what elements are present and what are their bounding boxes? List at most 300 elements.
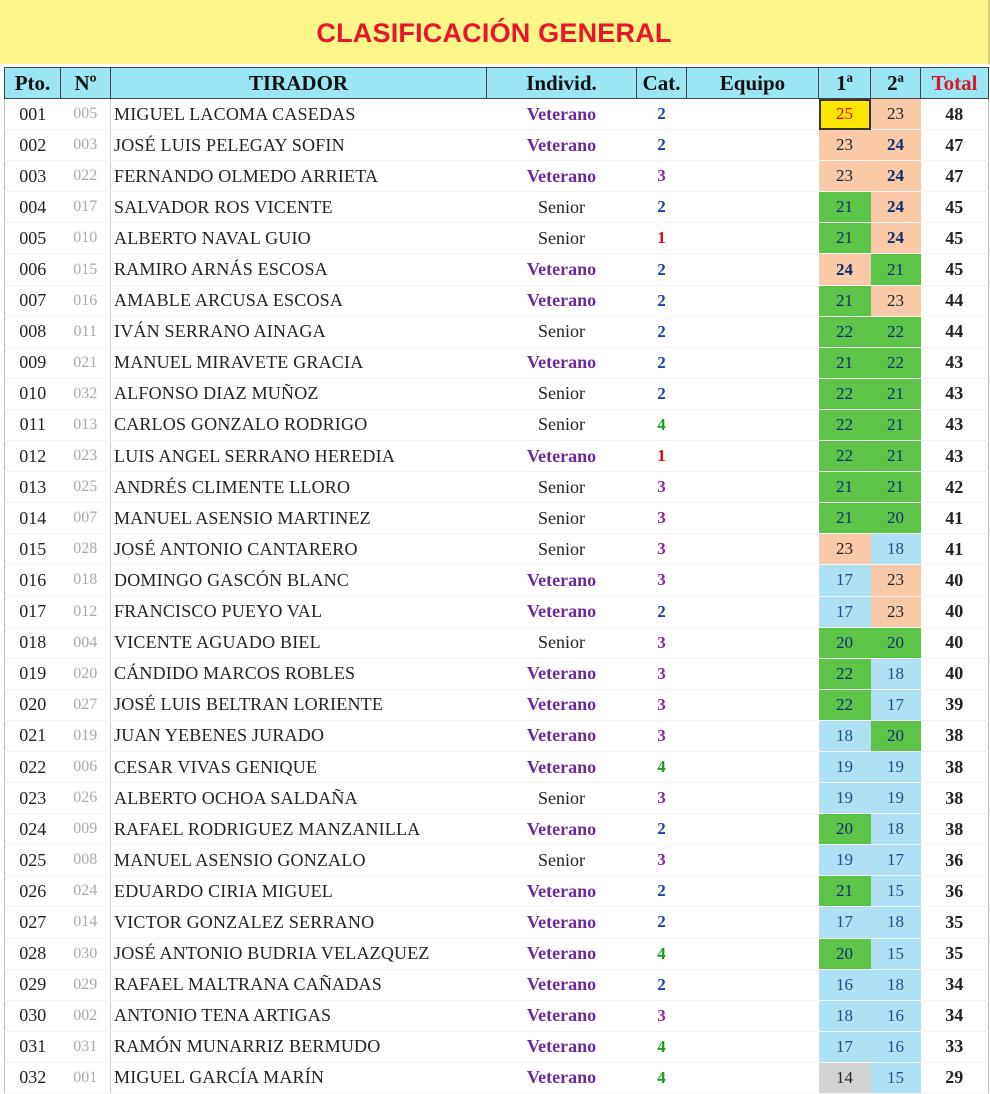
shooter-number-cell: 011 — [61, 316, 111, 347]
category-cell: 2 — [637, 285, 687, 316]
table-row — [5, 534, 989, 565]
second-round-score-cell: 23 — [871, 99, 921, 130]
position-cell: 014 — [5, 503, 61, 534]
category-cell: 4 — [637, 938, 687, 969]
shooter-number-cell: 007 — [61, 503, 111, 534]
second-round-score-cell: 21 — [871, 378, 921, 409]
team-cell — [687, 907, 819, 938]
position-cell: 013 — [5, 472, 61, 503]
shooter-number-cell: 023 — [61, 441, 111, 472]
total-score-cell: 47 — [921, 130, 989, 161]
total-score-cell: 39 — [921, 689, 989, 720]
shooter-name-cell: IVÁN SERRANO AINAGA — [111, 316, 487, 347]
total-score-cell: 43 — [921, 378, 989, 409]
individual-category-cell: Senior — [487, 783, 637, 814]
shooter-name-cell: CARLOS GONZALO RODRIGO — [111, 409, 487, 440]
total-score-cell: 33 — [921, 1031, 989, 1062]
individual-category-cell: Veterano — [487, 1000, 637, 1031]
second-round-score-cell: 23 — [871, 596, 921, 627]
header-tirador: TIRADOR — [111, 68, 487, 99]
table-body — [5, 99, 989, 1094]
shooter-name-cell: JOSÉ ANTONIO BUDRIA VELAZQUEZ — [111, 938, 487, 969]
total-score-cell: 41 — [921, 534, 989, 565]
individual-category-cell: Veterano — [487, 658, 637, 689]
total-score-cell: 38 — [921, 814, 989, 845]
shooter-number-cell: 018 — [61, 565, 111, 596]
individual-category-cell: Veterano — [487, 814, 637, 845]
position-cell: 019 — [5, 658, 61, 689]
first-round-score-cell: 19 — [819, 845, 871, 876]
table-row — [5, 472, 989, 503]
position-cell: 002 — [5, 130, 61, 161]
shooter-name-cell: DOMINGO GASCÓN BLANC — [111, 565, 487, 596]
position-cell: 016 — [5, 565, 61, 596]
shooter-number-cell: 014 — [61, 907, 111, 938]
table-row — [5, 751, 989, 782]
second-round-score-cell: 21 — [871, 254, 921, 285]
second-round-score-cell: 24 — [871, 161, 921, 192]
category-cell: 3 — [637, 1000, 687, 1031]
first-round-score-cell: 18 — [819, 1000, 871, 1031]
second-round-score-cell: 18 — [871, 814, 921, 845]
category-cell: 3 — [637, 783, 687, 814]
shooter-name-cell: RAMIRO ARNÁS ESCOSA — [111, 254, 487, 285]
page-title: CLASIFICACIÓN GENERAL — [316, 18, 672, 48]
header-second-round: 2ª — [871, 68, 921, 99]
first-round-score-cell: 22 — [819, 689, 871, 720]
shooter-name-cell: ANDRÉS CLIMENTE LLORO — [111, 472, 487, 503]
first-round-score-cell: 23 — [819, 130, 871, 161]
table-row — [5, 938, 989, 969]
total-score-cell: 44 — [921, 285, 989, 316]
position-cell: 006 — [5, 254, 61, 285]
category-cell: 2 — [637, 876, 687, 907]
team-cell — [687, 192, 819, 223]
second-round-score-cell: 21 — [871, 472, 921, 503]
individual-category-cell: Veterano — [487, 1031, 637, 1062]
position-cell: 026 — [5, 876, 61, 907]
individual-category-cell: Veterano — [487, 130, 637, 161]
category-cell: 3 — [637, 720, 687, 751]
header-first-round: 1ª — [819, 68, 871, 99]
team-cell — [687, 751, 819, 782]
shooter-number-cell: 013 — [61, 409, 111, 440]
total-score-cell: 34 — [921, 1000, 989, 1031]
category-cell: 3 — [637, 565, 687, 596]
position-cell: 017 — [5, 596, 61, 627]
table-row — [5, 658, 989, 689]
position-cell: 032 — [5, 1062, 61, 1093]
total-score-cell: 45 — [921, 223, 989, 254]
shooter-name-cell: VICTOR GONZALEZ SERRANO — [111, 907, 487, 938]
position-cell: 022 — [5, 751, 61, 782]
shooter-number-cell: 027 — [61, 689, 111, 720]
table-row — [5, 254, 989, 285]
second-round-score-cell: 19 — [871, 751, 921, 782]
category-cell: 4 — [637, 751, 687, 782]
table-row — [5, 627, 989, 658]
position-cell: 005 — [5, 223, 61, 254]
shooter-number-cell: 002 — [61, 1000, 111, 1031]
table-row — [5, 596, 989, 627]
individual-category-cell: Senior — [487, 192, 637, 223]
shooter-name-cell: CESAR VIVAS GENIQUE — [111, 751, 487, 782]
category-cell: 2 — [637, 99, 687, 130]
total-score-cell: 41 — [921, 503, 989, 534]
table-row — [5, 409, 989, 440]
first-round-score-cell: 21 — [819, 285, 871, 316]
first-round-score-cell: 25 — [819, 99, 871, 130]
header-individ: Individ. — [487, 68, 637, 99]
team-cell — [687, 845, 819, 876]
total-score-cell: 29 — [921, 1062, 989, 1093]
table-row — [5, 130, 989, 161]
second-round-score-cell: 16 — [871, 1031, 921, 1062]
team-cell — [687, 347, 819, 378]
position-cell: 021 — [5, 720, 61, 751]
table-row — [5, 99, 989, 130]
category-cell: 4 — [637, 1031, 687, 1062]
shooter-number-cell: 030 — [61, 938, 111, 969]
team-cell — [687, 161, 819, 192]
second-round-score-cell: 23 — [871, 285, 921, 316]
first-round-score-cell: 17 — [819, 565, 871, 596]
category-cell: 2 — [637, 378, 687, 409]
total-score-cell: 47 — [921, 161, 989, 192]
first-round-score-cell: 18 — [819, 720, 871, 751]
table-row — [5, 347, 989, 378]
second-round-score-cell: 17 — [871, 689, 921, 720]
position-cell: 009 — [5, 347, 61, 378]
category-cell: 3 — [637, 845, 687, 876]
team-cell — [687, 254, 819, 285]
individual-category-cell: Senior — [487, 378, 637, 409]
shooter-number-cell: 008 — [61, 845, 111, 876]
second-round-score-cell: 15 — [871, 1062, 921, 1093]
category-cell: 3 — [637, 658, 687, 689]
second-round-score-cell: 15 — [871, 876, 921, 907]
shooter-number-cell: 003 — [61, 130, 111, 161]
header-pto: Pto. — [5, 68, 61, 99]
category-cell: 3 — [637, 503, 687, 534]
first-round-score-cell: 19 — [819, 751, 871, 782]
second-round-score-cell: 22 — [871, 347, 921, 378]
table-row — [5, 441, 989, 472]
individual-category-cell: Senior — [487, 503, 637, 534]
shooter-number-cell: 020 — [61, 658, 111, 689]
shooter-number-cell: 025 — [61, 472, 111, 503]
position-cell: 028 — [5, 938, 61, 969]
shooter-number-cell: 026 — [61, 783, 111, 814]
first-round-score-cell: 23 — [819, 534, 871, 565]
individual-category-cell: Veterano — [487, 751, 637, 782]
total-score-cell: 43 — [921, 409, 989, 440]
total-score-cell: 40 — [921, 565, 989, 596]
second-round-score-cell: 22 — [871, 316, 921, 347]
total-score-cell: 40 — [921, 658, 989, 689]
table-row — [5, 907, 989, 938]
second-round-score-cell: 21 — [871, 409, 921, 440]
position-cell: 027 — [5, 907, 61, 938]
position-cell: 003 — [5, 161, 61, 192]
team-cell — [687, 409, 819, 440]
total-score-cell: 43 — [921, 347, 989, 378]
shooter-number-cell: 032 — [61, 378, 111, 409]
position-cell: 011 — [5, 409, 61, 440]
shooter-number-cell: 010 — [61, 223, 111, 254]
second-round-score-cell: 21 — [871, 441, 921, 472]
individual-category-cell: Veterano — [487, 565, 637, 596]
second-round-score-cell: 20 — [871, 503, 921, 534]
category-cell: 2 — [637, 969, 687, 1000]
individual-category-cell: Veterano — [487, 876, 637, 907]
team-cell — [687, 969, 819, 1000]
individual-category-cell: Veterano — [487, 720, 637, 751]
team-cell — [687, 99, 819, 130]
total-score-cell: 35 — [921, 907, 989, 938]
category-cell: 2 — [637, 347, 687, 378]
individual-category-cell: Senior — [487, 316, 637, 347]
total-score-cell: 40 — [921, 627, 989, 658]
shooter-name-cell: FRANCISCO PUEYO VAL — [111, 596, 487, 627]
shooter-name-cell: VICENTE AGUADO BIEL — [111, 627, 487, 658]
position-cell: 008 — [5, 316, 61, 347]
first-round-score-cell: 19 — [819, 783, 871, 814]
shooter-number-cell: 017 — [61, 192, 111, 223]
table-row — [5, 316, 989, 347]
shooter-name-cell: JUAN YEBENES JURADO — [111, 720, 487, 751]
second-round-score-cell: 20 — [871, 720, 921, 751]
total-score-cell: 45 — [921, 192, 989, 223]
shooter-number-cell: 015 — [61, 254, 111, 285]
shooter-name-cell: RAFAEL MALTRANA CAÑADAS — [111, 969, 487, 1000]
team-cell — [687, 1062, 819, 1093]
total-score-cell: 40 — [921, 596, 989, 627]
total-score-cell: 43 — [921, 441, 989, 472]
first-round-score-cell: 22 — [819, 316, 871, 347]
second-round-score-cell: 19 — [871, 783, 921, 814]
category-cell: 2 — [637, 907, 687, 938]
individual-category-cell: Senior — [487, 627, 637, 658]
header-total: Total — [921, 68, 989, 99]
shooter-number-cell: 028 — [61, 534, 111, 565]
position-cell: 001 — [5, 99, 61, 130]
total-score-cell: 38 — [921, 783, 989, 814]
shooter-name-cell: ALBERTO NAVAL GUIO — [111, 223, 487, 254]
table-row — [5, 720, 989, 751]
individual-category-cell: Veterano — [487, 596, 637, 627]
first-round-score-cell: 21 — [819, 503, 871, 534]
total-score-cell: 48 — [921, 99, 989, 130]
shooter-name-cell: LUIS ANGEL SERRANO HEREDIA — [111, 441, 487, 472]
first-round-score-cell: 16 — [819, 969, 871, 1000]
shooter-number-cell: 022 — [61, 161, 111, 192]
shooter-number-cell: 005 — [61, 99, 111, 130]
table-row — [5, 689, 989, 720]
first-round-score-cell: 22 — [819, 378, 871, 409]
first-round-score-cell: 24 — [819, 254, 871, 285]
category-cell: 3 — [637, 472, 687, 503]
title-banner — [0, 0, 990, 64]
position-cell: 031 — [5, 1031, 61, 1062]
first-round-score-cell: 22 — [819, 409, 871, 440]
first-round-score-cell: 14 — [819, 1062, 871, 1093]
first-round-score-cell: 21 — [819, 472, 871, 503]
first-round-score-cell: 22 — [819, 441, 871, 472]
total-score-cell: 42 — [921, 472, 989, 503]
individual-category-cell: Veterano — [487, 347, 637, 378]
individual-category-cell: Senior — [487, 409, 637, 440]
shooter-name-cell: JOSÉ LUIS PELEGAY SOFIN — [111, 130, 487, 161]
shooter-number-cell: 019 — [61, 720, 111, 751]
individual-category-cell: Veterano — [487, 938, 637, 969]
first-round-score-cell: 17 — [819, 596, 871, 627]
table-row — [5, 285, 989, 316]
header-num: Nº — [61, 68, 111, 99]
shooter-name-cell: MANUEL ASENSIO MARTINEZ — [111, 503, 487, 534]
position-cell: 024 — [5, 814, 61, 845]
individual-category-cell: Senior — [487, 472, 637, 503]
individual-category-cell: Veterano — [487, 254, 637, 285]
shooter-number-cell: 016 — [61, 285, 111, 316]
shooter-number-cell: 029 — [61, 969, 111, 1000]
total-score-cell: 38 — [921, 720, 989, 751]
second-round-score-cell: 24 — [871, 130, 921, 161]
first-round-score-cell: 17 — [819, 1031, 871, 1062]
team-cell — [687, 876, 819, 907]
team-cell — [687, 378, 819, 409]
shooter-name-cell: ALBERTO OCHOA SALDAÑA — [111, 783, 487, 814]
team-cell — [687, 441, 819, 472]
table-row — [5, 1000, 989, 1031]
shooter-number-cell: 021 — [61, 347, 111, 378]
shooter-name-cell: ANTONIO TENA ARTIGAS — [111, 1000, 487, 1031]
shooter-number-cell: 001 — [61, 1062, 111, 1093]
individual-category-cell: Veterano — [487, 161, 637, 192]
classification-table — [4, 67, 989, 1094]
shooter-number-cell: 024 — [61, 876, 111, 907]
team-cell — [687, 503, 819, 534]
first-round-score-cell: 22 — [819, 658, 871, 689]
table-row — [5, 1031, 989, 1062]
table-row — [5, 565, 989, 596]
category-cell: 2 — [637, 254, 687, 285]
header-cat: Cat. — [637, 68, 687, 99]
team-cell — [687, 689, 819, 720]
shooter-number-cell: 006 — [61, 751, 111, 782]
table-row — [5, 783, 989, 814]
shooter-name-cell: RAMÓN MUNARRIZ BERMUDO — [111, 1031, 487, 1062]
first-round-score-cell: 21 — [819, 347, 871, 378]
category-cell: 2 — [637, 130, 687, 161]
shooter-name-cell: MIGUEL LACOMA CASEDAS — [111, 99, 487, 130]
position-cell: 012 — [5, 441, 61, 472]
category-cell: 3 — [637, 534, 687, 565]
second-round-score-cell: 20 — [871, 627, 921, 658]
first-round-score-cell: 20 — [819, 814, 871, 845]
team-cell — [687, 783, 819, 814]
category-cell: 2 — [637, 596, 687, 627]
shooter-name-cell: JOSÉ LUIS BELTRAN LORIENTE — [111, 689, 487, 720]
team-cell — [687, 130, 819, 161]
individual-category-cell: Veterano — [487, 285, 637, 316]
position-cell: 004 — [5, 192, 61, 223]
position-cell: 015 — [5, 534, 61, 565]
table-row — [5, 223, 989, 254]
shooter-name-cell: MANUEL MIRAVETE GRACIA — [111, 347, 487, 378]
second-round-score-cell: 18 — [871, 658, 921, 689]
header-equipo: Equipo — [687, 68, 819, 99]
shooter-name-cell: FERNANDO OLMEDO ARRIETA — [111, 161, 487, 192]
category-cell: 1 — [637, 223, 687, 254]
shooter-name-cell: SALVADOR ROS VICENTE — [111, 192, 487, 223]
first-round-score-cell: 21 — [819, 192, 871, 223]
header-row — [5, 68, 989, 99]
position-cell: 023 — [5, 783, 61, 814]
total-score-cell: 45 — [921, 254, 989, 285]
category-cell: 2 — [637, 814, 687, 845]
shooter-name-cell: MANUEL ASENSIO GONZALO — [111, 845, 487, 876]
second-round-score-cell: 24 — [871, 223, 921, 254]
first-round-score-cell: 17 — [819, 907, 871, 938]
shooter-number-cell: 012 — [61, 596, 111, 627]
position-cell: 025 — [5, 845, 61, 876]
total-score-cell: 35 — [921, 938, 989, 969]
shooter-name-cell: RAFAEL RODRIGUEZ MANZANILLA — [111, 814, 487, 845]
individual-category-cell: Veterano — [487, 689, 637, 720]
shooter-name-cell: EDUARDO CIRIA MIGUEL — [111, 876, 487, 907]
individual-category-cell: Senior — [487, 223, 637, 254]
shooter-name-cell: CÁNDIDO MARCOS ROBLES — [111, 658, 487, 689]
shooter-name-cell: MIGUEL GARCÍA MARÍN — [111, 1062, 487, 1093]
position-cell: 018 — [5, 627, 61, 658]
team-cell — [687, 472, 819, 503]
total-score-cell: 38 — [921, 751, 989, 782]
first-round-score-cell: 21 — [819, 223, 871, 254]
individual-category-cell: Veterano — [487, 907, 637, 938]
team-cell — [687, 285, 819, 316]
category-cell: 3 — [637, 627, 687, 658]
second-round-score-cell: 15 — [871, 938, 921, 969]
second-round-score-cell: 16 — [871, 1000, 921, 1031]
table-row — [5, 876, 989, 907]
team-cell — [687, 1000, 819, 1031]
table-row — [5, 503, 989, 534]
team-cell — [687, 938, 819, 969]
individual-category-cell: Veterano — [487, 969, 637, 1000]
individual-category-cell: Senior — [487, 534, 637, 565]
team-cell — [687, 534, 819, 565]
team-cell — [687, 223, 819, 254]
second-round-score-cell: 18 — [871, 969, 921, 1000]
first-round-score-cell: 21 — [819, 876, 871, 907]
first-round-score-cell: 20 — [819, 938, 871, 969]
position-cell: 020 — [5, 689, 61, 720]
first-round-score-cell: 23 — [819, 161, 871, 192]
position-cell: 010 — [5, 378, 61, 409]
shooter-name-cell: JOSÉ ANTONIO CANTARERO — [111, 534, 487, 565]
table-row — [5, 969, 989, 1000]
total-score-cell: 34 — [921, 969, 989, 1000]
position-cell: 007 — [5, 285, 61, 316]
shooter-name-cell: ALFONSO DIAZ MUÑOZ — [111, 378, 487, 409]
total-score-cell: 36 — [921, 876, 989, 907]
category-cell: 3 — [637, 161, 687, 192]
individual-category-cell: Veterano — [487, 99, 637, 130]
table-row — [5, 1062, 989, 1093]
team-cell — [687, 565, 819, 596]
team-cell — [687, 596, 819, 627]
